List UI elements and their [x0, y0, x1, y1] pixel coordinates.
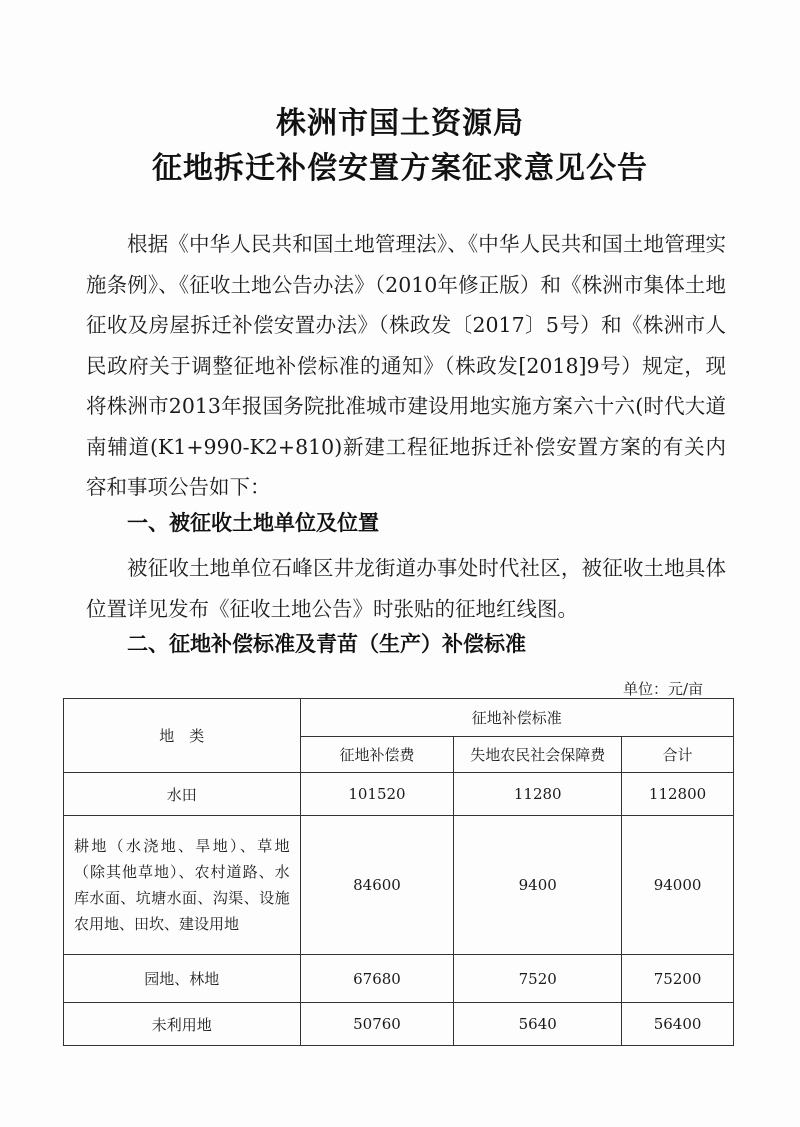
- row-value-compensation: 84600: [300, 816, 454, 955]
- header-category: 地 类: [64, 699, 301, 773]
- row-value-social-security: 11280: [454, 773, 622, 816]
- header-col-social-security: 失地农民社会保障费: [454, 737, 622, 773]
- row-value-compensation: 101520: [300, 773, 454, 816]
- table-row: [64, 955, 734, 1003]
- row-category: 耕地（水浇地、旱地）、草地（除其他草地）、农村道路、水库水面、坑塘水面、沟渠、设施农用地、田坎、建设用地: [64, 816, 301, 955]
- section1-text: 被征收土地单位石峰区井龙街道办事处时代社区，被征收土地具体位置详见发布《征收土地公告》时张贴的征地红线图。: [86, 556, 726, 621]
- row-value-compensation: 67680: [300, 955, 454, 1003]
- row-value-total: 94000: [622, 816, 734, 955]
- row-value-total: 56400: [622, 1003, 734, 1046]
- table-row: [64, 773, 734, 816]
- compensation-table: [63, 698, 734, 1046]
- row-value-total: 75200: [622, 955, 734, 1003]
- row-category: 未利用地: [64, 1003, 301, 1046]
- section1-heading: 一、被征收土地单位及位置: [127, 511, 379, 535]
- row-value-social-security: 7520: [454, 955, 622, 1003]
- row-category: 园地、林地: [64, 955, 301, 1003]
- unit-label: 单位：元/亩: [622, 680, 703, 698]
- row-value-social-security: 9400: [454, 816, 622, 955]
- row-value-social-security: 5640: [454, 1003, 622, 1046]
- row-value-compensation: 50760: [300, 1003, 454, 1046]
- document-title-line1: 株洲市国土资源局: [276, 106, 524, 141]
- table-row: [64, 816, 734, 955]
- intro-paragraph: 根据《中华人民共和国土地管理法》、《中华人民共和国土地管理实施条例》、《征收土地公告办法》（2010年修正版）和《株洲市集体土地征收及房屋拆迁补偿安置办法》（株政发〔2017〕5号）和《株洲市人民政府关于调整征地补偿标准的通知》（株政发[2018]9号）规定，现将株洲市2013年报国务院批准城市建设用地实施方案六十六(时代大道南辅道(K1+990-K2+810)新建工程征地拆迁补偿安置方案的有关内容和事项公告如下：: [86, 232, 726, 499]
- header-col-compensation: 征地补偿费: [300, 737, 454, 773]
- row-value-total: 112800: [622, 773, 734, 816]
- section2-heading: 二、征地补偿标准及青苗（生产）补偿标准: [127, 632, 526, 656]
- row-category: 水田: [64, 773, 301, 816]
- header-group: 征地补偿标准: [300, 699, 733, 737]
- document-title-line2: 征地拆迁补偿安置方案征求意见公告: [152, 151, 648, 186]
- table-row: [64, 1003, 734, 1046]
- header-col-total: 合计: [622, 737, 734, 773]
